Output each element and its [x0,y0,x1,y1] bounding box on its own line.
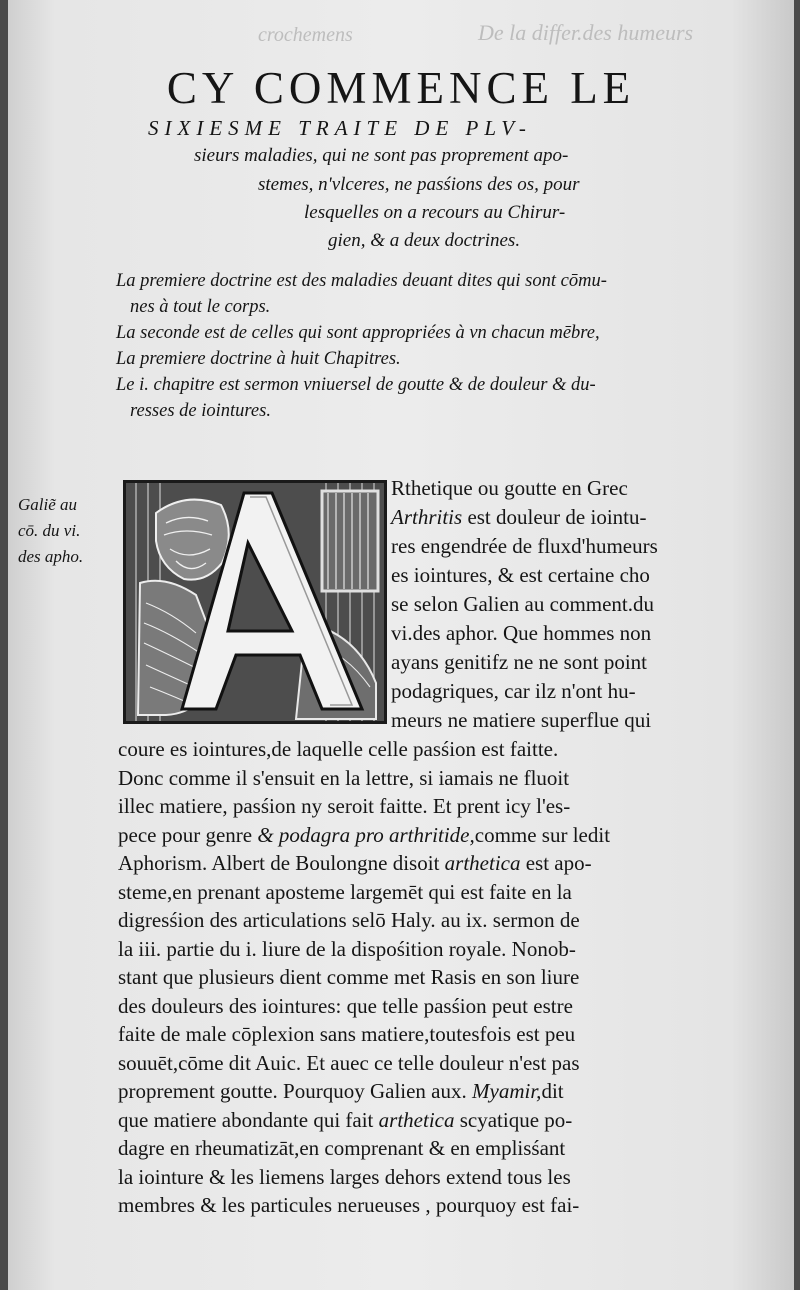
margin-note-line: Galie͂ au [18,495,78,514]
text-segment: coure es iointures,de laquelle celle pasśion est faitte. [118,737,559,761]
text-line [118,1191,774,1220]
subtitle-caps-line: SIXIESME TRAITE DE PLV- [148,116,532,140]
text-segment: steme,en prenant aposteme largemēt qui est faite en la [118,879,572,904]
text-line [118,1049,774,1078]
text-segment: la iointure & les liemens larges dehors extend tous les [118,1164,571,1189]
text-line [118,935,774,964]
text-line [118,963,774,992]
italic-text: Arthritis [391,505,463,529]
text-line [118,906,774,935]
italic-text: arthetica [444,851,521,875]
chapter-title: CY COMMENCE LE [166,63,636,113]
text-line [391,648,771,677]
text-segment: stant que plusieurs dient comme met Rasis en son liure [118,965,580,989]
text-segment: faite de male cōplexion sans matiere,toutesfois est peu [118,1022,576,1046]
text-segment: dagre en rheumatizāt,en comprenant & en emplisśant [118,1136,566,1160]
text-segment: meurs ne matiere superflue qui [391,708,652,732]
text-line [391,503,771,532]
text-segment: que matiere abondante qui fait [118,1107,379,1132]
text-line [118,849,774,878]
subtitle-line-4: gien, & a deux doctrines. [328,230,521,251]
text-segment: pece pour genre [118,822,258,847]
toc-line: La premiere doctrine à huit Chapitres. [116,349,401,369]
text-segment: res engendrée de fluxd'humeurs [391,534,658,558]
italic-text: Myamir, [472,1079,542,1103]
italic-text: arthetica [378,1107,455,1132]
text-line [391,561,771,590]
book-page [8,0,794,1290]
text-line [118,878,774,907]
marginal-note [18,492,118,570]
text-line [118,792,774,821]
toc-line: La seconde est de celles qui sont appropriées à vn chacun mēbre, [116,323,600,343]
toc-entry [116,372,776,424]
toc-line: Le i. chapitre est sermon vniuersel de goutte & de douleur & du- [116,375,596,395]
text-line [118,1020,774,1049]
text-segment: ayans genitifz ne ne sont point [391,650,648,674]
toc-entry [116,268,776,320]
text-line [118,1077,774,1106]
text-line [118,1163,774,1192]
subtitle-line-3: lesquelles on a recours au Chirur- [304,202,566,223]
text-segment: Aphorism. Albert de Boulongne disoit [118,851,445,875]
text-line [391,619,771,648]
text-segment: digresśion des articulations selō Haly. au ix. sermon de [118,908,580,932]
margin-note-line: cō. du vi. [18,521,81,540]
bleed-through-header: De la differ.des humeurs [478,20,694,45]
text-line [118,821,774,850]
toc-line: nes à tout le corps. [130,297,271,317]
text-segment: podagriques, car ilz n'ont hu- [391,679,636,703]
woodcut-initial [123,480,387,724]
text-segment: est douleur de iointu- [462,505,647,529]
text-segment: comme sur ledit [474,822,611,847]
text-segment: est apo- [520,851,592,875]
text-segment: es iointures, & est certaine cho [391,563,650,587]
woodcut-illustration [126,483,384,721]
text-segment: illec matiere, pasśion ny seroit faitte. Et prent icy l'es- [118,794,571,818]
text-segment: la iii. partie du i. liure de la dispośition royale. Nonob- [118,936,576,961]
toc-line: resses de iointures. [130,401,271,421]
subtitle-line-1: sieurs maladies, qui ne sont pas proprement apo- [194,145,569,166]
text-segment: souuēt,cōme dit Auic. Et auec ce telle douleur n'est pas [118,1050,580,1075]
doctrine-summary [116,268,776,424]
text-segment: des douleurs des iointures: que telle pasśion peut estre [118,993,573,1018]
text-line [118,764,774,793]
text-line [118,1134,774,1163]
text-segment: proprement goutte. Pourquoy Galien aux. [118,1079,473,1103]
text-segment: membres & les particules nerueuses , pourquoy est fai- [118,1193,580,1217]
toc-line: La premiere doctrine est des maladies deuant dites qui sont cōmu- [116,271,607,291]
text-line [118,992,774,1021]
text-segment: vi.des aphor. Que hommes non [391,621,652,645]
subtitle-line-2: stemes, n'vlceres, ne pasśions des os, pour [258,174,580,195]
text-line [118,735,774,764]
margin-note-line: des apho. [18,547,84,566]
text-line [391,474,771,503]
text-line [391,706,771,735]
text-line [118,1106,774,1135]
text-segment: Rthetique ou goutte en Grec [391,476,628,500]
toc-entry [116,320,776,346]
text-segment: se selon Galien au comment.du [391,592,655,616]
bleed-through-faint: crochemens [258,24,353,46]
paragraph-main [118,735,774,1220]
toc-entry [116,346,776,372]
text-segment: scyatique po- [454,1107,573,1132]
paragraph-beside-initial [391,474,771,735]
text-line [391,677,771,706]
text-line [391,532,771,561]
italic-text: & podagra pro arthritide, [257,822,475,847]
text-segment: dit [541,1079,564,1103]
text-segment: Donc comme il s'ensuit en la lettre, si iamais ne fluoit [118,765,570,790]
text-line [391,590,771,619]
